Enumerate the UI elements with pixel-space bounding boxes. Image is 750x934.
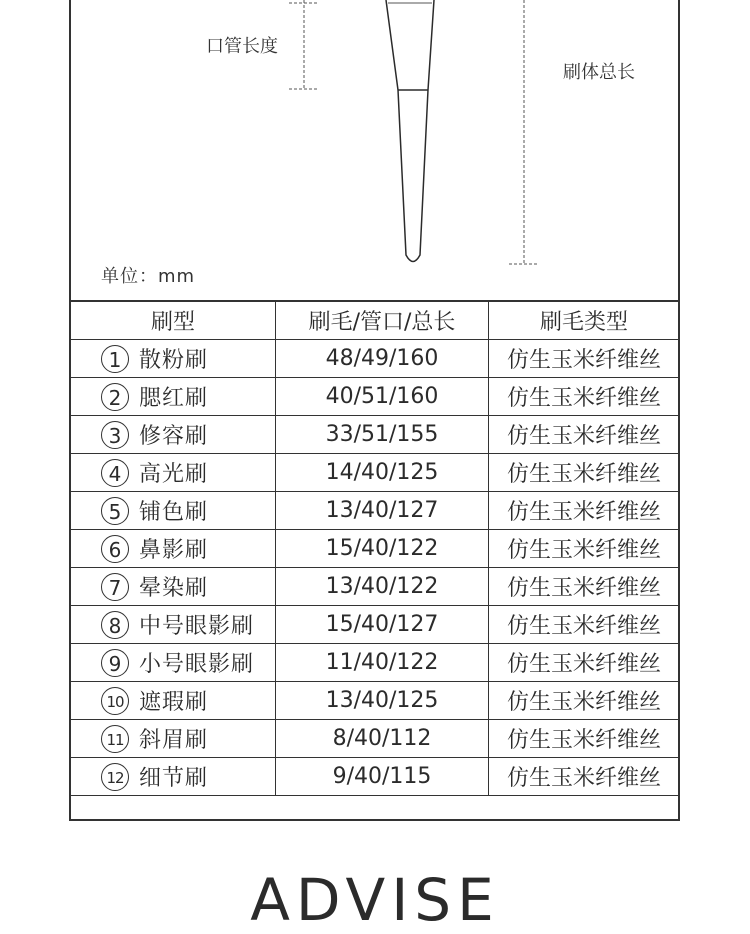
brush-type-cell [71, 530, 276, 568]
row-number-badge: 4 [101, 459, 129, 487]
bristle-type-cell: 仿生玉米纤维丝 [489, 644, 680, 682]
brush-size-cell: 13/40/122 [276, 568, 489, 606]
brush-type-cell [71, 568, 276, 606]
brush-size-cell: 8/40/112 [276, 720, 489, 758]
brush-size-cell: 9/40/115 [276, 758, 489, 796]
brush-type-cell [71, 758, 276, 796]
brush-name: 散粉刷 [139, 348, 209, 373]
brush-size-cell: 15/40/122 [276, 530, 489, 568]
bristle-type-cell: 仿生玉米纤维丝 [489, 530, 680, 568]
row-number-badge: 10 [101, 687, 129, 715]
unit-label: 单位：mm [101, 266, 196, 287]
brush-name: 晕染刷 [139, 576, 209, 601]
brush-size-cell: 13/40/125 [276, 682, 489, 720]
brush-type-cell [71, 606, 276, 644]
brush-type-cell [71, 492, 276, 530]
brush-name: 高光刷 [139, 462, 209, 487]
brush-type-cell [71, 644, 276, 682]
header-brush-type: 刷型 [71, 301, 276, 340]
mouth-length-label: 口管长度 [206, 36, 278, 57]
advise-heading: ADVISE [250, 866, 500, 934]
brush-name: 腮红刷 [139, 386, 209, 411]
brush-type-cell [71, 340, 276, 378]
brush-size-cell: 11/40/122 [276, 644, 489, 682]
brush-size-cell: 33/51/155 [276, 416, 489, 454]
bristle-type-cell: 仿生玉米纤维丝 [489, 340, 680, 378]
table-row [71, 606, 680, 644]
table-row [71, 416, 680, 454]
brush-size-cell: 40/51/160 [276, 378, 489, 416]
table-row [71, 340, 680, 378]
table-row [71, 682, 680, 720]
row-number-badge: 12 [101, 763, 129, 791]
table-row [71, 568, 680, 606]
header-size: 刷毛/管口/总长 [276, 301, 489, 340]
brush-type-cell [71, 378, 276, 416]
row-number-badge: 8 [101, 611, 129, 639]
table-row [71, 530, 680, 568]
bristle-type-cell: 仿生玉米纤维丝 [489, 492, 680, 530]
brush-name: 细节刷 [139, 766, 209, 791]
bristle-type-cell: 仿生玉米纤维丝 [489, 378, 680, 416]
table-row [71, 378, 680, 416]
row-number-badge: 6 [101, 535, 129, 563]
brush-handle-outline [386, 0, 434, 262]
brush-type-cell [71, 720, 276, 758]
header-bristle-type: 刷毛类型 [489, 301, 680, 340]
brush-name: 鼻影刷 [139, 538, 209, 563]
brush-type-cell [71, 416, 276, 454]
row-number-badge: 3 [101, 421, 129, 449]
brush-name: 斜眉刷 [139, 728, 209, 753]
table-row [71, 720, 680, 758]
row-number-badge: 7 [101, 573, 129, 601]
brush-size-cell: 15/40/127 [276, 606, 489, 644]
table-row [71, 758, 680, 796]
brush-name: 小号眼影刷 [139, 652, 255, 677]
row-number-badge: 9 [101, 649, 129, 677]
table-row [71, 492, 680, 530]
brush-name: 遮瑕刷 [139, 690, 209, 715]
brush-size-cell: 13/40/127 [276, 492, 489, 530]
table-row [71, 454, 680, 492]
row-number-badge: 1 [101, 345, 129, 373]
brush-name: 中号眼影刷 [139, 614, 255, 639]
bristle-type-cell: 仿生玉米纤维丝 [489, 416, 680, 454]
spec-table [70, 300, 680, 796]
brush-name: 铺色刷 [139, 500, 209, 525]
brush-size-cell: 14/40/125 [276, 454, 489, 492]
table-header-row [71, 301, 680, 340]
bristle-type-cell: 仿生玉米纤维丝 [489, 720, 680, 758]
brush-type-cell [71, 682, 276, 720]
row-number-badge: 5 [101, 497, 129, 525]
table-row [71, 644, 680, 682]
brush-type-cell [71, 454, 276, 492]
row-number-badge: 11 [101, 725, 129, 753]
bristle-type-cell: 仿生玉米纤维丝 [489, 568, 680, 606]
brush-name: 修容刷 [139, 424, 209, 449]
total-length-label: 刷体总长 [563, 62, 635, 83]
bristle-type-cell: 仿生玉米纤维丝 [489, 606, 680, 644]
brush-size-cell: 48/49/160 [276, 340, 489, 378]
bristle-type-cell: 仿生玉米纤维丝 [489, 682, 680, 720]
bristle-type-cell: 仿生玉米纤维丝 [489, 454, 680, 492]
bristle-type-cell: 仿生玉米纤维丝 [489, 758, 680, 796]
brush-diagram [0, 0, 750, 300]
row-number-badge: 2 [101, 383, 129, 411]
